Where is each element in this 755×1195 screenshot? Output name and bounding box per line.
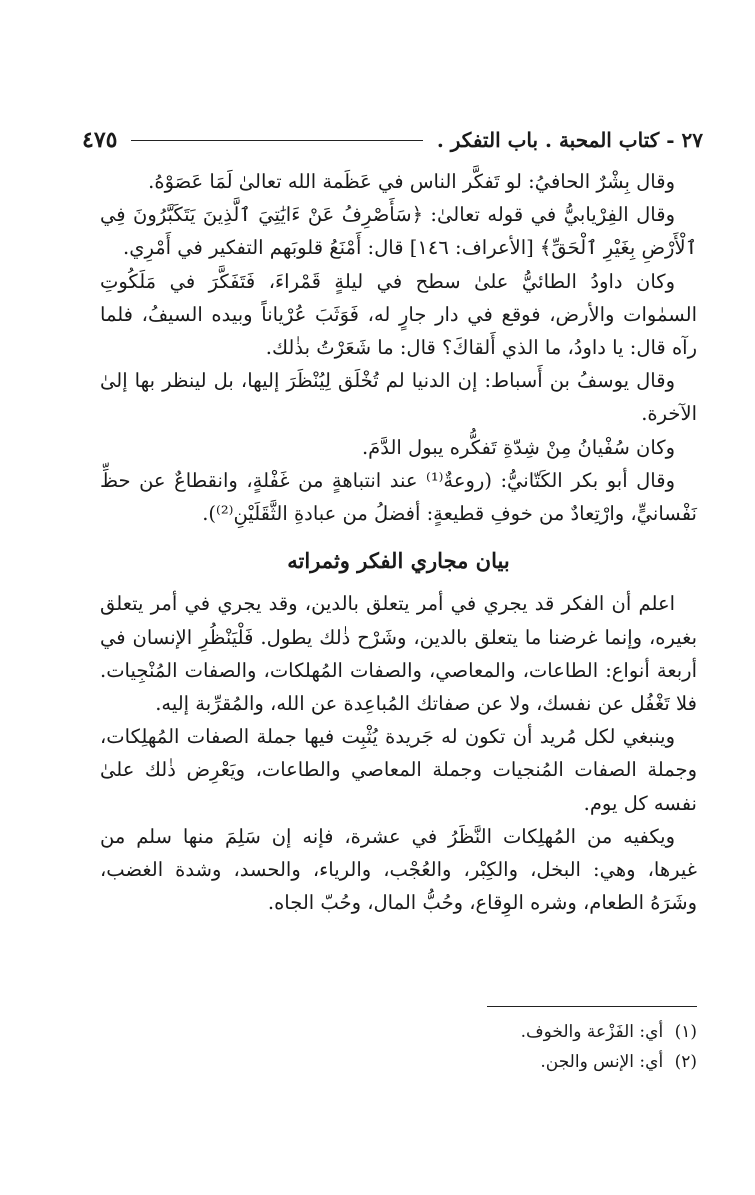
footnote-text: أي: الفَزْعة والخوف. [520, 1022, 664, 1042]
chapter-title: ٢٧ - كتاب المحبة . باب التفكر . [436, 128, 703, 152]
footnotes [487, 1006, 697, 1077]
paragraph: وقال بِشْرٌ الحافيُ: لو تَفكَّر الناس في عَظَمة الله تعالىٰ لَمَا عَصَوْهُ. [148, 170, 675, 193]
main-text [100, 165, 697, 919]
footnote-1 [487, 1017, 697, 1047]
paragraph: وكان سُفْيانُ مِنْ شِدّةِ تَفكُّره يبول الدَّمَ. [361, 435, 675, 459]
section-heading: بيان مجاري الفكر وثمراته [287, 548, 510, 574]
paragraph: وينبغي لكل مُريد أن تكون له جَريدة يُثْبِت فيها جملة الصفات المُهلِكات، وجملة الصفات المُنجيات وجملة المعاصي والطاعات، ويَعْرِض ذٰلك علىٰ نفسه كل يوم. [100, 725, 697, 815]
page-header [82, 120, 703, 160]
paragraph: وقال يوسفُ بن أَسباط: إن الدنيا لم تُخْلَق لِيُنْظَرَ إليها، بل لينظر بها إلىٰ الآخرة. [100, 369, 697, 426]
footnote-number: (٢) [674, 1052, 697, 1072]
footnote-number: (١) [674, 1022, 697, 1042]
paragraph: اعلم أن الفكر قد يجري في أمر يتعلق بالدين، وقد يجري في أمر يتعلق بغيره، وإنما غرضنا ما يتعلق بالدين، وشَرْح ذٰلك يطول. فَلْيَنْظُرِ الإنسان في أربعة أنواع: الطاعات، والمعاصي، والصفات المُهلكات، والصفات المُنْجِيات. فلا تَغْفُل عن نفسك، ولا عن صفاتك المُباعِدة عن الله، والمُقرِّبة إليه. [100, 592, 697, 716]
paragraph: وقال الفِرْيابيُّ في قوله تعالىٰ: ﴿سَأَصْرِفُ عَنْ ءَايَٰتِيَ ٱلَّذِينَ يَتَكَبَّرُونَ فِي ٱلْأَرْضِ بِغَيْرِ ٱلْحَقِّ﴾ [الأعراف: ١٤٦] قال: أَمْنَعُ قلوبَهم التفكير في أَمْرِي. [100, 203, 697, 260]
paragraph: ويكفيه من المُهلِكات النَّظَرُ في عشرة، فإنه إن سَلِمَ منها سلم من غيرها، وهي: البخل، والكِبْر، والعُجْب، والرياء، والحسد، وشدة الغضب، وشَرَهُ الطعام، وشره الوِقاع، وحُبُّ المال، وحُبّ الجاه. [100, 824, 697, 915]
paragraph: وقال أبو بكر الكَتّانيُّ: (روعةٌ⁽¹⁾ عند انتباهةٍ من غَفْلةٍ، وانقطاعٌ عن حظِّ نَفْسانيٍّ، وارْتِعادٌ من خوفِ قطيعةٍ: أفضلُ من عبادةِ الثَّقَلَيْنِ⁽²⁾). [100, 468, 697, 526]
paragraph: وكان داودُ الطائيُّ علىٰ سطح في ليلةٍ قَمْراءَ، فَتَفَكَّرَ في مَلَكُوتِ السمٰوات والأرض، فوقع في دار جارٍ له، فَوَثَبَ عُرْياناً وبيده السيفُ، فلما رآه قال: يا داودُ، ما الذي أَلقاكَ؟ قال: ما شَعَرْتُ بذٰلك. [100, 269, 697, 360]
footnote-text: أي: الإنس والجن. [540, 1052, 664, 1072]
footnote-2 [487, 1047, 697, 1077]
header-divider [131, 140, 422, 141]
page-number: ٤٧٥ [82, 127, 118, 153]
